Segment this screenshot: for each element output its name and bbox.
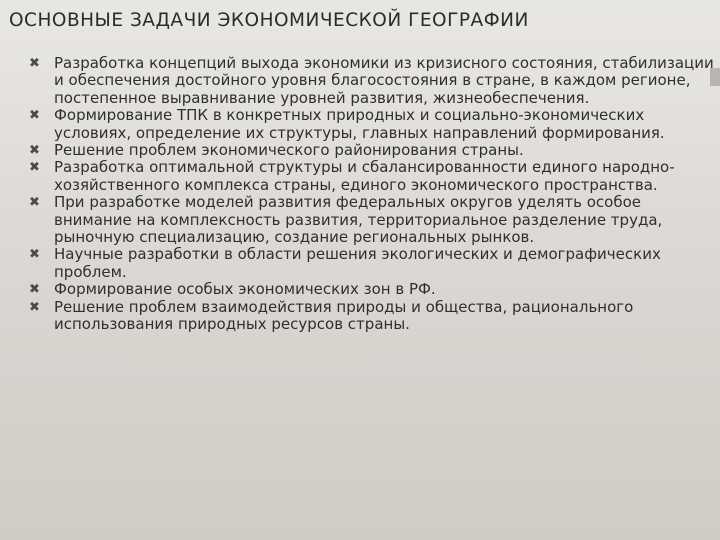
list-item [0, 107, 720, 142]
list-item [0, 159, 720, 194]
list-item [0, 299, 720, 334]
list-item [0, 246, 720, 281]
x-mark-icon: ✖ [29, 195, 40, 211]
x-mark-icon: ✖ [29, 56, 40, 71]
x-mark-icon: ✖ [29, 160, 40, 176]
x-mark-icon: ✖ [29, 282, 40, 298]
list-item-text: Разработка оптимальной структуры и сбалансированности единого народно-хозяйственного комплекса страны, единого экономического пространства. [54, 158, 675, 194]
list-item [0, 281, 720, 298]
bullet-list [0, 55, 720, 334]
x-mark-icon: ✖ [29, 299, 40, 315]
list-item-text: Разработка концепций выхода экономики из кризисного состояния, стабилизации и обеспечения достойного уровня благосостояния в стране, в каждом регионе, постепенное выравнивание уровней развития, жизнеобеспечения. [54, 54, 714, 107]
list-item [0, 142, 720, 159]
list-item-text: Решение проблем экономического районирования страны. [54, 141, 524, 160]
x-mark-icon: ✖ [29, 247, 40, 263]
list-item-text: Формирование ТПК в конкретных природных и социально-экономических условиях, определение их структуры, главных направлений формирования. [54, 106, 665, 142]
list-item [0, 194, 720, 246]
slide-title: ОСНОВНЫЕ ЗАДАЧИ ЭКОНОМИЧЕСКОЙ ГЕОГРАФИИ [9, 10, 529, 31]
list-item-text: Решение проблем взаимодействия природы и общества, рационального использования природных ресурсов страны. [54, 297, 634, 334]
list-item-text: При разработке моделей развития федеральных округов уделять особое внимание на комплексность развития, территориальное разделение труда, рыночную специализацию, создание региональных рынков. [54, 193, 663, 247]
x-mark-icon: ✖ [29, 143, 40, 159]
list-item-text: Научные разработки в области решения экологических и демографических проблем. [54, 245, 661, 281]
list-item [0, 55, 720, 107]
x-mark-icon: ✖ [29, 108, 40, 124]
list-item-text: Формирование особых экономических зон в РФ. [54, 280, 436, 299]
